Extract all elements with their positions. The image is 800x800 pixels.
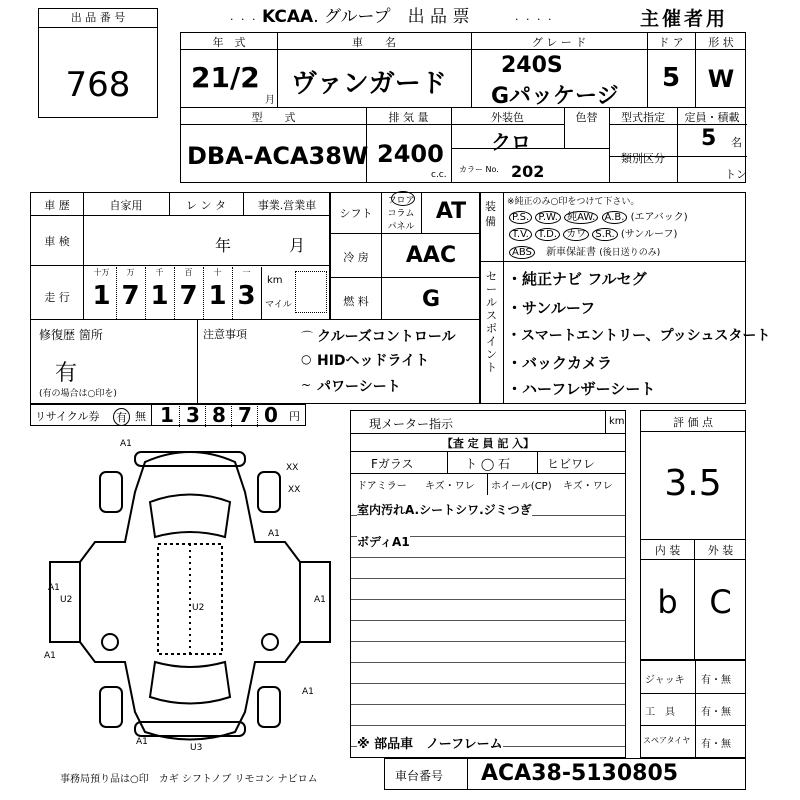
caution-bullet: ⌒ <box>301 330 314 344</box>
inspector-note: 室内汚れA.シートシワ.ジミつぎ <box>357 503 532 517</box>
sales-points-block <box>480 261 771 404</box>
grade-value-line2: Gパッケージ <box>491 84 619 109</box>
doors-value: 5 <box>661 63 681 93</box>
mileage-place-label: 千 <box>155 268 164 277</box>
mileage-digit: 7 <box>179 281 198 311</box>
exterior-label: 外 装 <box>707 544 734 557</box>
recycle-label: リサイクル券 <box>35 410 100 423</box>
equipment-line1 <box>509 208 688 223</box>
damage-mark: A1 <box>48 583 60 593</box>
meter-label: 現メーター指示 <box>369 417 454 431</box>
shift-option-floor: フロア <box>387 196 415 206</box>
vehicle-info-row2 <box>180 107 746 183</box>
damage-mark: XX <box>286 463 299 473</box>
mileage-digit: 3 <box>237 281 256 311</box>
office-note: 事務局預り品は○印 カギ シフトノブ リモコン ナビロム <box>60 774 318 785</box>
sales-point-item: ・ハーフレザーシート <box>507 380 656 398</box>
history-label: 車 歴 <box>44 199 70 212</box>
equipment-note: ※純正のみ○印をつけて下さい。 <box>507 197 640 207</box>
inspector-footnote: ※ 部品車 ノーフレーム <box>357 733 503 752</box>
lot-number-label: 出 品 番 号 <box>39 9 157 28</box>
tools-block <box>640 660 746 758</box>
equip-tv: T.V. <box>509 228 532 241</box>
equipment-label <box>485 199 499 229</box>
shape-value: W <box>707 65 735 93</box>
sales-point-item: ・スマートエントリー、プッシュスタート <box>507 328 771 344</box>
caution-label: 注意事項 <box>203 328 247 341</box>
damage-mark: A1 <box>120 439 132 449</box>
ac-value: AAC <box>405 243 457 268</box>
equip-sr: S.R. <box>592 228 617 241</box>
mileage-digits <box>87 267 263 319</box>
equip-ab-note: (エアバック) <box>630 212 688 223</box>
shift-label: シフト <box>339 207 373 220</box>
recycle-row <box>30 404 306 426</box>
host-use-label: 主催者用 <box>640 8 729 30</box>
car-damage-diagram <box>40 432 350 762</box>
wheel-rear-left <box>100 687 122 727</box>
shift-value: AT <box>435 199 467 224</box>
inspection-year-mark: 年 <box>215 236 232 255</box>
form-title <box>262 2 469 27</box>
caution-item: パワーシート <box>317 379 401 395</box>
shift-option-panel: パネル <box>387 222 415 232</box>
tools-label: 工 具 <box>645 707 675 718</box>
sales-points-label: セールスポイント <box>486 270 497 374</box>
color-no-label: カラー No. <box>459 165 499 174</box>
recycle-unit: 円 <box>289 410 300 423</box>
score-label: 評 価 点 <box>673 416 713 429</box>
cc-value: 2400 <box>377 140 444 168</box>
mileage-place-label: 十万 <box>93 268 110 277</box>
equip-aw: 純AW. <box>564 211 598 224</box>
chassis-value: ACA38-5130805 <box>481 761 679 786</box>
score-value: 3.5 <box>664 463 722 504</box>
chassis-number-box <box>384 758 746 790</box>
rear-window-outline <box>150 662 230 704</box>
recycle-digit: 1 <box>155 403 180 427</box>
recycle-digit: 7 <box>233 403 258 427</box>
recycle-digit: 3 <box>181 403 206 427</box>
doors-label: ド ア <box>658 36 684 49</box>
mileage-place-label: 一 <box>242 268 251 277</box>
wheel-front-left <box>100 472 122 512</box>
equip-leather: カワ <box>563 228 589 241</box>
interior-value: b <box>657 583 678 621</box>
wheel-label: ホイール(CP) <box>491 481 552 492</box>
mirror-left <box>102 634 118 650</box>
equipment-line2 <box>509 225 677 240</box>
type-designation-label: 型式指定 <box>621 111 665 124</box>
mileage-unit-km: km <box>267 275 283 286</box>
equip-warranty-note: (後日送りのみ) <box>599 248 661 258</box>
equip-abs: ABS <box>509 246 535 259</box>
color-label: 外装色 <box>491 111 524 124</box>
equip-ps: P.S. <box>509 211 532 224</box>
repair-label: 修復歴 箇所 <box>39 328 103 342</box>
recycle-have: 有 <box>113 408 130 426</box>
inspector-header: 【査 定 員 記 入】 <box>441 437 535 450</box>
f-glass-label: Fガラス <box>371 457 414 471</box>
history-option-private: 自家用 <box>109 199 143 212</box>
mileage-place-label: 十 <box>213 268 222 277</box>
model-label: 型 式 <box>251 111 296 124</box>
ton-unit: トン <box>725 168 747 181</box>
mileage-place-label: 百 <box>184 268 193 277</box>
shift-block <box>330 192 480 320</box>
mirror-marks: キズ・ワレ <box>425 481 475 492</box>
equip-sr-note: (サンルーフ) <box>620 229 678 240</box>
cc-label: 排 気 量 <box>388 111 429 124</box>
repair-value: 有 <box>55 361 78 386</box>
mileage-place-label: 万 <box>126 268 135 277</box>
lot-number-value: 768 <box>65 65 131 105</box>
capacity-unit: 名 <box>731 136 742 149</box>
grade-value-line1: 240S <box>501 53 563 78</box>
fuel-label: 燃 料 <box>343 295 369 308</box>
shape-label: 形 状 <box>708 36 734 49</box>
caution-item: HIDヘッドライト <box>317 353 430 369</box>
vehicle-name-value: ヴァンガード <box>291 69 447 99</box>
equip-warranty: 新車保証書 <box>546 247 597 258</box>
inspection-month-mark: 月 <box>289 236 306 255</box>
chassis-label: 車台番号 <box>395 769 444 783</box>
grade-label: グ レ ー ド <box>531 36 587 49</box>
color-no-value: 202 <box>511 162 545 181</box>
damage-mark: A1 <box>314 595 326 605</box>
history-block <box>30 192 330 320</box>
mileage-unit-mile: マイル <box>265 300 292 310</box>
wheel-marks: キズ・ワレ <box>563 481 613 492</box>
year-value: 21/2 <box>191 61 260 94</box>
jack-value: 有・無 <box>701 675 731 686</box>
damage-mark: XX <box>288 485 301 495</box>
repair-block <box>30 319 480 404</box>
damage-mark: U2 <box>192 603 205 613</box>
damage-mark: A1 <box>302 687 314 697</box>
equipment-line3 <box>509 243 660 258</box>
glass-marks: ト ◯ 石 <box>465 457 511 471</box>
color-value: クロ <box>491 130 531 154</box>
damage-mark: U3 <box>190 743 203 753</box>
recycle-none: 無 <box>135 410 146 423</box>
wheel-rear-right <box>258 687 280 727</box>
wheel-front-right <box>258 472 280 512</box>
recycle-digit: 8 <box>207 403 232 427</box>
equip-ab: A.B. <box>602 211 628 224</box>
equip-td: T.D. <box>535 228 560 241</box>
inspection-label: 車 検 <box>44 235 70 248</box>
mileage-digit: 7 <box>121 281 140 311</box>
spare-tire-value: 有・無 <box>701 739 731 750</box>
vehicle-info-row1 <box>180 32 746 108</box>
inspector-block <box>350 410 626 758</box>
category-label: 類別区分 <box>621 152 665 165</box>
equipment-label-text: 装備 <box>485 200 496 228</box>
mileage-digit: 1 <box>92 281 111 311</box>
caution-bullet: ~ <box>301 378 312 392</box>
meter-unit: km <box>609 416 625 427</box>
interior-label: 内 装 <box>654 544 681 557</box>
jack-label: ジャッキ <box>645 675 685 686</box>
sales-point-item: ・純正ナビ フルセグ <box>507 270 647 288</box>
damage-mark: A1 <box>268 529 280 539</box>
capacity-value: 5 <box>701 126 717 151</box>
name-label: 車 名 <box>352 36 396 49</box>
mileage-digit: 1 <box>208 281 227 311</box>
inspector-note: ボディA1 <box>357 535 410 549</box>
score-block <box>640 410 746 660</box>
lot-number-box <box>38 8 158 118</box>
year-month-mark: 月 <box>265 95 275 106</box>
sales-point-item: ・サンルーフ <box>507 299 596 317</box>
damage-mark: A1 <box>136 737 148 747</box>
shift-floor-circle <box>391 191 415 206</box>
exterior-value: C <box>709 583 732 621</box>
repair-note: (有の場合は○印を) <box>39 389 117 399</box>
caution-item: クルーズコントロール <box>317 329 456 345</box>
equip-pw: P.W. <box>535 211 561 224</box>
brand-logo: KCAA <box>262 7 314 27</box>
crack-label: ヒビワレ <box>547 457 596 471</box>
history-option-business: 事業.営業車 <box>257 199 317 212</box>
ac-label: 冷 房 <box>343 251 369 264</box>
header-dotted-mark-right: . . . . <box>515 10 554 23</box>
mirror-right <box>262 634 278 650</box>
mileage-unit-box <box>295 271 327 313</box>
spare-tire-label: スペアタイヤ <box>643 736 691 745</box>
mileage-digit: 1 <box>150 281 169 311</box>
sales-point-item: ・バックカメラ <box>507 354 613 372</box>
windshield-outline <box>150 495 230 538</box>
form-title-text: . グループ 出 品 票 <box>313 7 470 27</box>
fuel-value: G <box>421 287 441 312</box>
model-value: DBA-ACA38W <box>187 142 369 170</box>
caution-bullet: ○ <box>301 352 312 366</box>
shift-option-column: コラム <box>387 209 415 219</box>
tools-value: 有・無 <box>701 707 731 718</box>
door-mirror-label: ドアミラー <box>357 481 407 492</box>
damage-mark: U2 <box>60 595 73 605</box>
recycle-digit: 0 <box>264 403 278 427</box>
header-dotted-mark: . . . . <box>230 10 269 23</box>
color-change-label: 色替 <box>575 111 598 124</box>
mileage-label: 走 行 <box>44 291 70 304</box>
history-option-rental: レ ン タ <box>186 199 226 212</box>
year-label: 年 式 <box>212 36 246 49</box>
cc-unit: c.c. <box>431 170 447 180</box>
capacity-label: 定員・積載 <box>684 111 740 124</box>
equipment-block <box>480 192 746 262</box>
damage-mark: A1 <box>44 651 56 661</box>
